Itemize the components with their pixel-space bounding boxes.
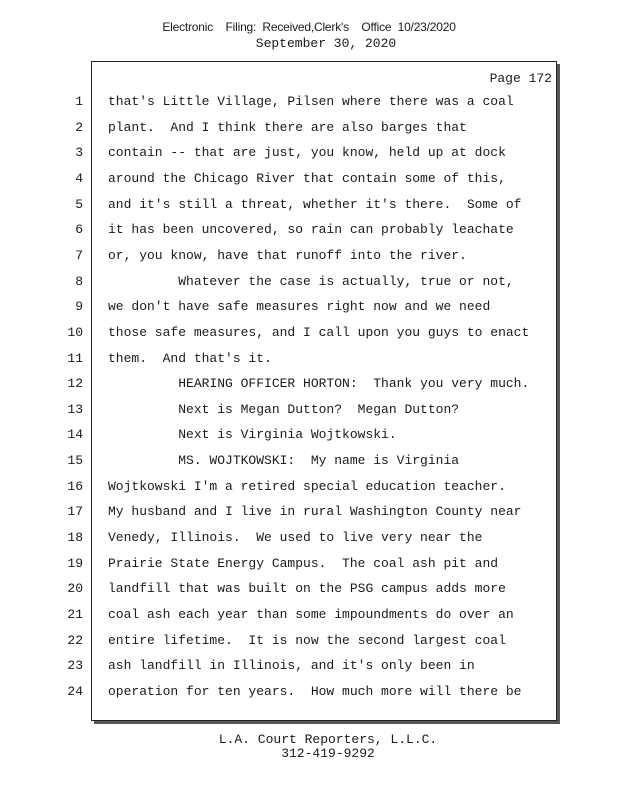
line-text: landfill that was built on the PSG campus adds more	[108, 581, 506, 597]
line-number: 13	[67, 401, 83, 417]
line-text: Whatever the case is actually, true or not,	[108, 273, 514, 289]
line-number: 6	[75, 222, 83, 238]
line-text: contain -- that are just, you know, held up at dock	[108, 145, 506, 161]
line-text: My husband and I live in rural Washington County near	[108, 504, 522, 520]
line-number: 20	[67, 581, 83, 597]
line-number: 19	[67, 555, 83, 571]
hearing-date: September 30, 2020	[255, 36, 397, 51]
reporter-company: L.A. Court Reporters, L.L.C.	[218, 732, 438, 747]
line-text: MS. WOJTKOWSKI: My name is Virginia	[108, 453, 460, 469]
line-text: those safe measures, and I call upon you guys to enact	[108, 324, 530, 340]
line-text: it has been uncovered, so rain can probably leachate	[108, 222, 514, 238]
line-number: 7	[75, 247, 83, 263]
line-number: 5	[75, 196, 83, 212]
line-text: Wojtkowski I'm a retired special education teacher.	[108, 478, 506, 494]
filing-stamp: Electronic Filing: Received,Clerk's Office 10/23/2020	[162, 20, 456, 34]
line-text: or, you know, have that runoff into the river.	[108, 247, 467, 263]
line-text: and it's still a threat, whether it's there. Some of	[108, 196, 522, 212]
line-text: entire lifetime. It is now the second largest coal	[108, 632, 506, 648]
line-number: 4	[75, 170, 83, 186]
line-number: 22	[67, 632, 83, 648]
line-text: them. And that's it.	[108, 350, 272, 366]
line-number: 11	[67, 350, 83, 366]
line-text: Next is Megan Dutton? Megan Dutton?	[108, 401, 460, 417]
reporter-phone: 312-419-9292	[281, 746, 375, 761]
line-number: 3	[75, 145, 83, 161]
page-number: Page 172	[489, 71, 552, 86]
line-number: 15	[67, 453, 83, 469]
line-text: ash landfill in Illinois, and it's only been in	[108, 658, 475, 674]
line-number: 23	[67, 658, 83, 674]
line-text: we don't have safe measures right now and we need	[108, 299, 491, 315]
line-text: coal ash each year than some impoundments do over an	[108, 607, 514, 622]
line-text: plant. And I think there are also barges that	[108, 119, 467, 135]
line-text: around the Chicago River that contain some of this,	[108, 170, 506, 186]
line-number: 10	[67, 324, 83, 340]
line-number: 14	[67, 427, 83, 443]
line-number: 17	[67, 504, 83, 520]
line-number: 1	[75, 94, 83, 109]
line-number: 16	[67, 478, 83, 494]
line-number: 8	[75, 273, 83, 289]
line-text: operation for ten years. How much more will there be	[108, 683, 522, 699]
line-text: Next is Virginia Wojtkowski.	[108, 427, 397, 443]
line-number: 18	[67, 530, 83, 546]
line-number: 24	[67, 683, 83, 699]
line-text: Venedy, Illinois. We used to live very near the	[108, 530, 483, 546]
line-number: 21	[67, 607, 83, 622]
line-number: 2	[75, 119, 83, 135]
line-text: that's Little Village, Pilsen where there was a coal	[108, 94, 514, 109]
line-text: Prairie State Energy Campus. The coal ash pit and	[108, 555, 499, 571]
line-number: 9	[75, 299, 83, 315]
line-number: 12	[67, 376, 83, 392]
line-text: HEARING OFFICER HORTON: Thank you very much.	[108, 376, 530, 392]
